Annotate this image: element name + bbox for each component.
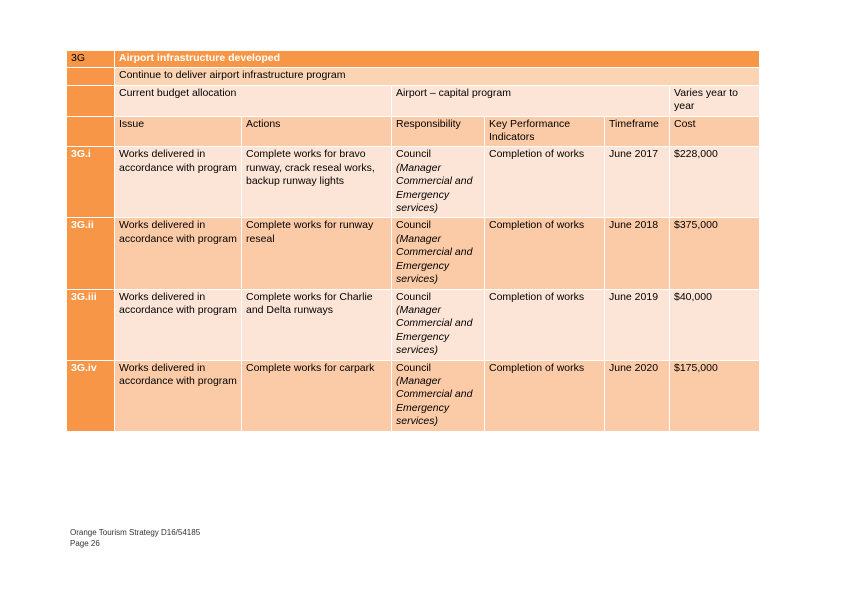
responsibility-detail: (Manager Commercial and Emergency services) xyxy=(396,232,473,286)
row-code: 3G.i xyxy=(67,147,115,218)
col-header-timeframe: Timeframe xyxy=(605,116,670,147)
table-row xyxy=(67,147,760,218)
row-kpi: Completion of works xyxy=(485,147,605,218)
responsibility-owner: Council xyxy=(396,148,432,161)
row-action: Complete works for carpark xyxy=(242,360,392,431)
action-plan-table xyxy=(66,50,760,432)
footer-document-ref: Orange Tourism Strategy D16/54185 xyxy=(70,528,201,537)
col-header-issue: Issue xyxy=(115,116,242,147)
objective-code-cell xyxy=(67,68,115,85)
row-timeframe: June 2017 xyxy=(605,147,670,218)
section-objective: Continue to deliver airport infrastructure program xyxy=(115,68,760,85)
responsibility-owner: Council xyxy=(396,219,432,232)
header-code-cell xyxy=(67,116,115,147)
col-header-kpi: Key Performance Indicators xyxy=(485,116,605,147)
row-kpi: Completion of works xyxy=(485,289,605,360)
footer-page-number: Page 26 xyxy=(70,538,100,548)
row-kpi: Completion of works xyxy=(485,360,605,431)
row-cost: $40,000 xyxy=(670,289,760,360)
section-title: Airport infrastructure developed xyxy=(115,51,760,68)
row-issue: Works delivered in accordance with program xyxy=(115,218,242,289)
section-header-row xyxy=(67,51,760,68)
col-header-responsibility: Responsibility xyxy=(392,116,485,147)
row-timeframe: June 2018 xyxy=(605,218,670,289)
responsibility-owner: Council xyxy=(396,290,432,303)
row-responsibility xyxy=(392,289,485,360)
row-code: 3G.ii xyxy=(67,218,115,289)
budget-row xyxy=(67,85,760,116)
page-footer xyxy=(70,528,200,549)
col-header-cost: Cost xyxy=(670,116,760,147)
responsibility-owner: Council xyxy=(396,361,432,374)
row-kpi: Completion of works xyxy=(485,218,605,289)
row-responsibility xyxy=(392,218,485,289)
row-issue: Works delivered in accordance with program xyxy=(115,360,242,431)
col-header-actions: Actions xyxy=(242,116,392,147)
row-cost: $228,000 xyxy=(670,147,760,218)
row-action: Complete works for bravo runway, crack reseal works, backup runway lights xyxy=(242,147,392,218)
row-action: Complete works for runway reseal xyxy=(242,218,392,289)
responsibility-detail: (Manager Commercial and Emergency services) xyxy=(396,374,473,428)
row-cost: $175,000 xyxy=(670,360,760,431)
row-issue: Works delivered in accordance with program xyxy=(115,289,242,360)
table-row xyxy=(67,218,760,289)
program-name: Airport – capital program xyxy=(392,85,670,116)
program-cost: Varies year to year xyxy=(670,85,760,116)
row-cost: $375,000 xyxy=(670,218,760,289)
table-row xyxy=(67,289,760,360)
row-responsibility xyxy=(392,360,485,431)
responsibility-detail: (Manager Commercial and Emergency services) xyxy=(396,161,473,215)
row-responsibility xyxy=(392,147,485,218)
objective-row xyxy=(67,68,760,85)
row-code: 3G.iii xyxy=(67,289,115,360)
row-issue: Works delivered in accordance with program xyxy=(115,147,242,218)
row-timeframe: June 2019 xyxy=(605,289,670,360)
row-code: 3G.iv xyxy=(67,360,115,431)
table-row xyxy=(67,360,760,431)
section-code: 3G xyxy=(67,51,115,68)
column-header-row xyxy=(67,116,760,147)
row-timeframe: June 2020 xyxy=(605,360,670,431)
budget-label: Current budget allocation xyxy=(115,85,392,116)
row-action: Complete works for Charlie and Delta runways xyxy=(242,289,392,360)
budget-code-cell xyxy=(67,85,115,116)
responsibility-detail: (Manager Commercial and Emergency services) xyxy=(396,303,473,357)
